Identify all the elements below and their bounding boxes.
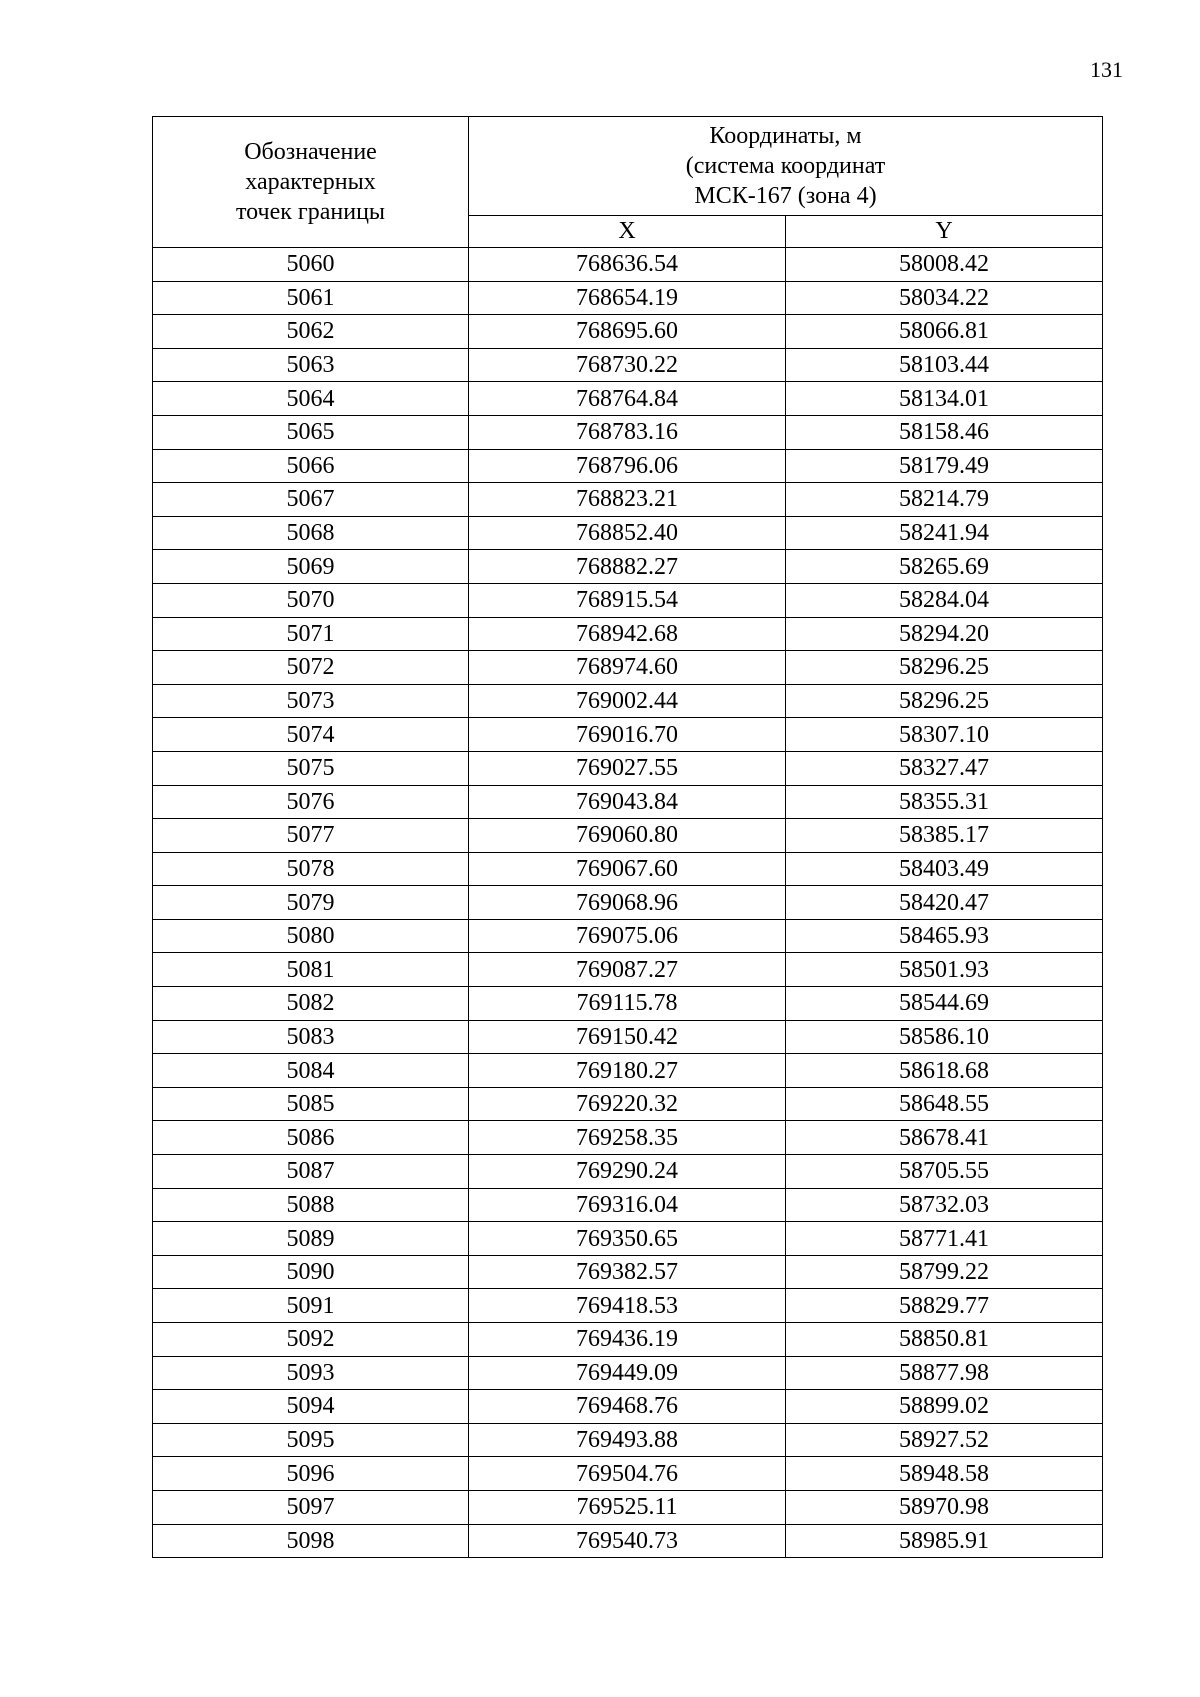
y-coordinate-cell: 58544.69 bbox=[786, 987, 1103, 1021]
y-coordinate-cell: 58241.94 bbox=[786, 516, 1103, 550]
point-cell: 5076 bbox=[153, 785, 469, 819]
y-coordinate-cell: 58284.04 bbox=[786, 583, 1103, 617]
x-coordinate-cell: 768654.19 bbox=[469, 281, 786, 315]
x-coordinate-cell: 769449.09 bbox=[469, 1356, 786, 1390]
table-row bbox=[153, 1255, 1103, 1289]
x-coordinate-cell: 769290.24 bbox=[469, 1155, 786, 1189]
point-cell: 5071 bbox=[153, 617, 469, 651]
point-cell: 5087 bbox=[153, 1155, 469, 1189]
x-coordinate-cell: 769418.53 bbox=[469, 1289, 786, 1323]
table-row bbox=[153, 1054, 1103, 1088]
point-cell: 5080 bbox=[153, 919, 469, 953]
point-cell: 5083 bbox=[153, 1020, 469, 1054]
y-coordinate-cell: 58385.17 bbox=[786, 819, 1103, 853]
point-cell: 5085 bbox=[153, 1087, 469, 1121]
x-coordinate-cell: 769043.84 bbox=[469, 785, 786, 819]
x-coordinate-cell: 769150.42 bbox=[469, 1020, 786, 1054]
x-coordinate-cell: 768764.84 bbox=[469, 382, 786, 416]
table-row bbox=[153, 785, 1103, 819]
x-coordinate-cell: 769115.78 bbox=[469, 987, 786, 1021]
x-column-header: X bbox=[469, 216, 786, 248]
y-coordinate-cell: 58948.58 bbox=[786, 1457, 1103, 1491]
x-coordinate-cell: 769087.27 bbox=[469, 953, 786, 987]
y-coordinate-cell: 58771.41 bbox=[786, 1222, 1103, 1256]
y-coordinate-cell: 58403.49 bbox=[786, 852, 1103, 886]
x-coordinate-cell: 769068.96 bbox=[469, 886, 786, 920]
table-row bbox=[153, 852, 1103, 886]
point-cell: 5074 bbox=[153, 718, 469, 752]
table-row bbox=[153, 1155, 1103, 1189]
y-coordinate-cell: 58877.98 bbox=[786, 1356, 1103, 1390]
point-cell: 5081 bbox=[153, 953, 469, 987]
table-row bbox=[153, 953, 1103, 987]
y-coordinate-cell: 58586.10 bbox=[786, 1020, 1103, 1054]
coords-header-line-2: (система координат bbox=[685, 153, 886, 179]
point-cell: 5068 bbox=[153, 516, 469, 550]
y-coordinate-cell: 58008.42 bbox=[786, 248, 1103, 282]
y-coordinate-cell: 58705.55 bbox=[786, 1155, 1103, 1189]
x-coordinate-cell: 768695.60 bbox=[469, 315, 786, 349]
coords-header-line-3: МСК-167 (зона 4) bbox=[694, 183, 877, 209]
x-coordinate-cell: 768730.22 bbox=[469, 348, 786, 382]
table-row bbox=[153, 718, 1103, 752]
x-coordinate-cell: 768974.60 bbox=[469, 651, 786, 685]
table-row bbox=[153, 516, 1103, 550]
x-coordinate-cell: 768942.68 bbox=[469, 617, 786, 651]
y-coordinate-cell: 58970.98 bbox=[786, 1490, 1103, 1524]
table-row bbox=[153, 684, 1103, 718]
x-coordinate-cell: 768915.54 bbox=[469, 583, 786, 617]
point-cell: 5089 bbox=[153, 1222, 469, 1256]
y-coordinate-cell: 58618.68 bbox=[786, 1054, 1103, 1088]
x-coordinate-cell: 769316.04 bbox=[469, 1188, 786, 1222]
x-coordinate-cell: 769436.19 bbox=[469, 1323, 786, 1357]
table-row bbox=[153, 583, 1103, 617]
x-coordinate-cell: 768783.16 bbox=[469, 415, 786, 449]
y-coordinate-cell: 58799.22 bbox=[786, 1255, 1103, 1289]
table-row bbox=[153, 1524, 1103, 1558]
point-cell: 5066 bbox=[153, 449, 469, 483]
page-number: 131 bbox=[1090, 57, 1123, 82]
y-coordinate-cell: 58294.20 bbox=[786, 617, 1103, 651]
point-designation-header bbox=[153, 117, 469, 248]
point-cell: 5065 bbox=[153, 415, 469, 449]
y-coordinate-cell: 58103.44 bbox=[786, 348, 1103, 382]
point-cell: 5062 bbox=[153, 315, 469, 349]
table-row bbox=[153, 315, 1103, 349]
point-cell: 5064 bbox=[153, 382, 469, 416]
point-cell: 5077 bbox=[153, 819, 469, 853]
table-row bbox=[153, 819, 1103, 853]
table-row bbox=[153, 348, 1103, 382]
x-coordinate-cell: 768636.54 bbox=[469, 248, 786, 282]
table-row bbox=[153, 651, 1103, 685]
y-coordinate-cell: 58066.81 bbox=[786, 315, 1103, 349]
point-cell: 5067 bbox=[153, 483, 469, 517]
table-header bbox=[153, 117, 1103, 248]
point-cell: 5063 bbox=[153, 348, 469, 382]
table-row bbox=[153, 1423, 1103, 1457]
point-cell: 5086 bbox=[153, 1121, 469, 1155]
point-cell: 5075 bbox=[153, 751, 469, 785]
x-coordinate-cell: 769220.32 bbox=[469, 1087, 786, 1121]
point-cell: 5072 bbox=[153, 651, 469, 685]
y-coordinate-cell: 58420.47 bbox=[786, 886, 1103, 920]
x-coordinate-cell: 769002.44 bbox=[469, 684, 786, 718]
table-row bbox=[153, 281, 1103, 315]
table-row bbox=[153, 449, 1103, 483]
point-cell: 5069 bbox=[153, 550, 469, 584]
coordinates-header bbox=[469, 117, 1103, 216]
table-body bbox=[153, 248, 1103, 1558]
table-row bbox=[153, 987, 1103, 1021]
x-coordinate-cell: 769350.65 bbox=[469, 1222, 786, 1256]
table-row bbox=[153, 1289, 1103, 1323]
y-coordinate-cell: 58899.02 bbox=[786, 1390, 1103, 1424]
x-coordinate-cell: 769180.27 bbox=[469, 1054, 786, 1088]
x-coordinate-cell: 768796.06 bbox=[469, 449, 786, 483]
table-row bbox=[153, 1121, 1103, 1155]
table-row bbox=[153, 483, 1103, 517]
y-coordinate-cell: 58296.25 bbox=[786, 684, 1103, 718]
table-row bbox=[153, 382, 1103, 416]
x-coordinate-cell: 768882.27 bbox=[469, 550, 786, 584]
y-coordinate-cell: 58214.79 bbox=[786, 483, 1103, 517]
point-header-line-1: Обозначение bbox=[244, 139, 377, 165]
table-row bbox=[153, 617, 1103, 651]
table-row bbox=[153, 751, 1103, 785]
x-coordinate-cell: 769540.73 bbox=[469, 1524, 786, 1558]
y-column-header: Y bbox=[786, 216, 1103, 248]
point-cell: 5061 bbox=[153, 281, 469, 315]
y-coordinate-cell: 58732.03 bbox=[786, 1188, 1103, 1222]
header-row-top bbox=[153, 117, 1103, 216]
point-cell: 5093 bbox=[153, 1356, 469, 1390]
table-row bbox=[153, 1222, 1103, 1256]
y-coordinate-cell: 58355.31 bbox=[786, 785, 1103, 819]
y-coordinate-cell: 58034.22 bbox=[786, 281, 1103, 315]
point-cell: 5095 bbox=[153, 1423, 469, 1457]
point-cell: 5079 bbox=[153, 886, 469, 920]
table-row bbox=[153, 248, 1103, 282]
y-coordinate-cell: 58850.81 bbox=[786, 1323, 1103, 1357]
point-cell: 5073 bbox=[153, 684, 469, 718]
y-coordinate-cell: 58465.93 bbox=[786, 919, 1103, 953]
y-coordinate-cell: 58307.10 bbox=[786, 718, 1103, 752]
x-coordinate-cell: 769525.11 bbox=[469, 1490, 786, 1524]
point-cell: 5088 bbox=[153, 1188, 469, 1222]
table-row bbox=[153, 1188, 1103, 1222]
y-coordinate-cell: 58985.91 bbox=[786, 1524, 1103, 1558]
x-coordinate-cell: 769504.76 bbox=[469, 1457, 786, 1491]
table-row bbox=[153, 1390, 1103, 1424]
point-cell: 5098 bbox=[153, 1524, 469, 1558]
x-coordinate-cell: 769067.60 bbox=[469, 852, 786, 886]
point-cell: 5096 bbox=[153, 1457, 469, 1491]
y-coordinate-cell: 58265.69 bbox=[786, 550, 1103, 584]
y-coordinate-cell: 58678.41 bbox=[786, 1121, 1103, 1155]
point-header-line-2: характерных bbox=[245, 169, 376, 195]
y-coordinate-cell: 58296.25 bbox=[786, 651, 1103, 685]
y-coordinate-cell: 58829.77 bbox=[786, 1289, 1103, 1323]
point-cell: 5082 bbox=[153, 987, 469, 1021]
table-row bbox=[153, 1457, 1103, 1491]
x-coordinate-cell: 769493.88 bbox=[469, 1423, 786, 1457]
y-coordinate-cell: 58648.55 bbox=[786, 1087, 1103, 1121]
x-coordinate-cell: 769258.35 bbox=[469, 1121, 786, 1155]
point-cell: 5070 bbox=[153, 583, 469, 617]
y-coordinate-cell: 58501.93 bbox=[786, 953, 1103, 987]
point-header-line-3: точек границы bbox=[235, 199, 386, 225]
table-row bbox=[153, 919, 1103, 953]
coordinates-table bbox=[152, 116, 1103, 1558]
table-row bbox=[153, 1490, 1103, 1524]
table-row bbox=[153, 1087, 1103, 1121]
y-coordinate-cell: 58327.47 bbox=[786, 751, 1103, 785]
x-coordinate-cell: 768823.21 bbox=[469, 483, 786, 517]
x-coordinate-cell: 769382.57 bbox=[469, 1255, 786, 1289]
coords-header-line-1: Координаты, м bbox=[709, 123, 862, 149]
table-row bbox=[153, 886, 1103, 920]
x-coordinate-cell: 769075.06 bbox=[469, 919, 786, 953]
point-cell: 5078 bbox=[153, 852, 469, 886]
y-coordinate-cell: 58134.01 bbox=[786, 382, 1103, 416]
point-cell: 5092 bbox=[153, 1323, 469, 1357]
x-coordinate-cell: 769016.70 bbox=[469, 718, 786, 752]
point-cell: 5060 bbox=[153, 248, 469, 282]
x-coordinate-cell: 769027.55 bbox=[469, 751, 786, 785]
x-coordinate-cell: 769468.76 bbox=[469, 1390, 786, 1424]
x-coordinate-cell: 768852.40 bbox=[469, 516, 786, 550]
table-row bbox=[153, 550, 1103, 584]
point-cell: 5084 bbox=[153, 1054, 469, 1088]
point-cell: 5097 bbox=[153, 1490, 469, 1524]
y-coordinate-cell: 58158.46 bbox=[786, 415, 1103, 449]
y-coordinate-cell: 58179.49 bbox=[786, 449, 1103, 483]
table-row bbox=[153, 415, 1103, 449]
table-row bbox=[153, 1356, 1103, 1390]
table-row bbox=[153, 1323, 1103, 1357]
point-cell: 5091 bbox=[153, 1289, 469, 1323]
point-cell: 5094 bbox=[153, 1390, 469, 1424]
table-row bbox=[153, 1020, 1103, 1054]
point-cell: 5090 bbox=[153, 1255, 469, 1289]
x-coordinate-cell: 769060.80 bbox=[469, 819, 786, 853]
y-coordinate-cell: 58927.52 bbox=[786, 1423, 1103, 1457]
